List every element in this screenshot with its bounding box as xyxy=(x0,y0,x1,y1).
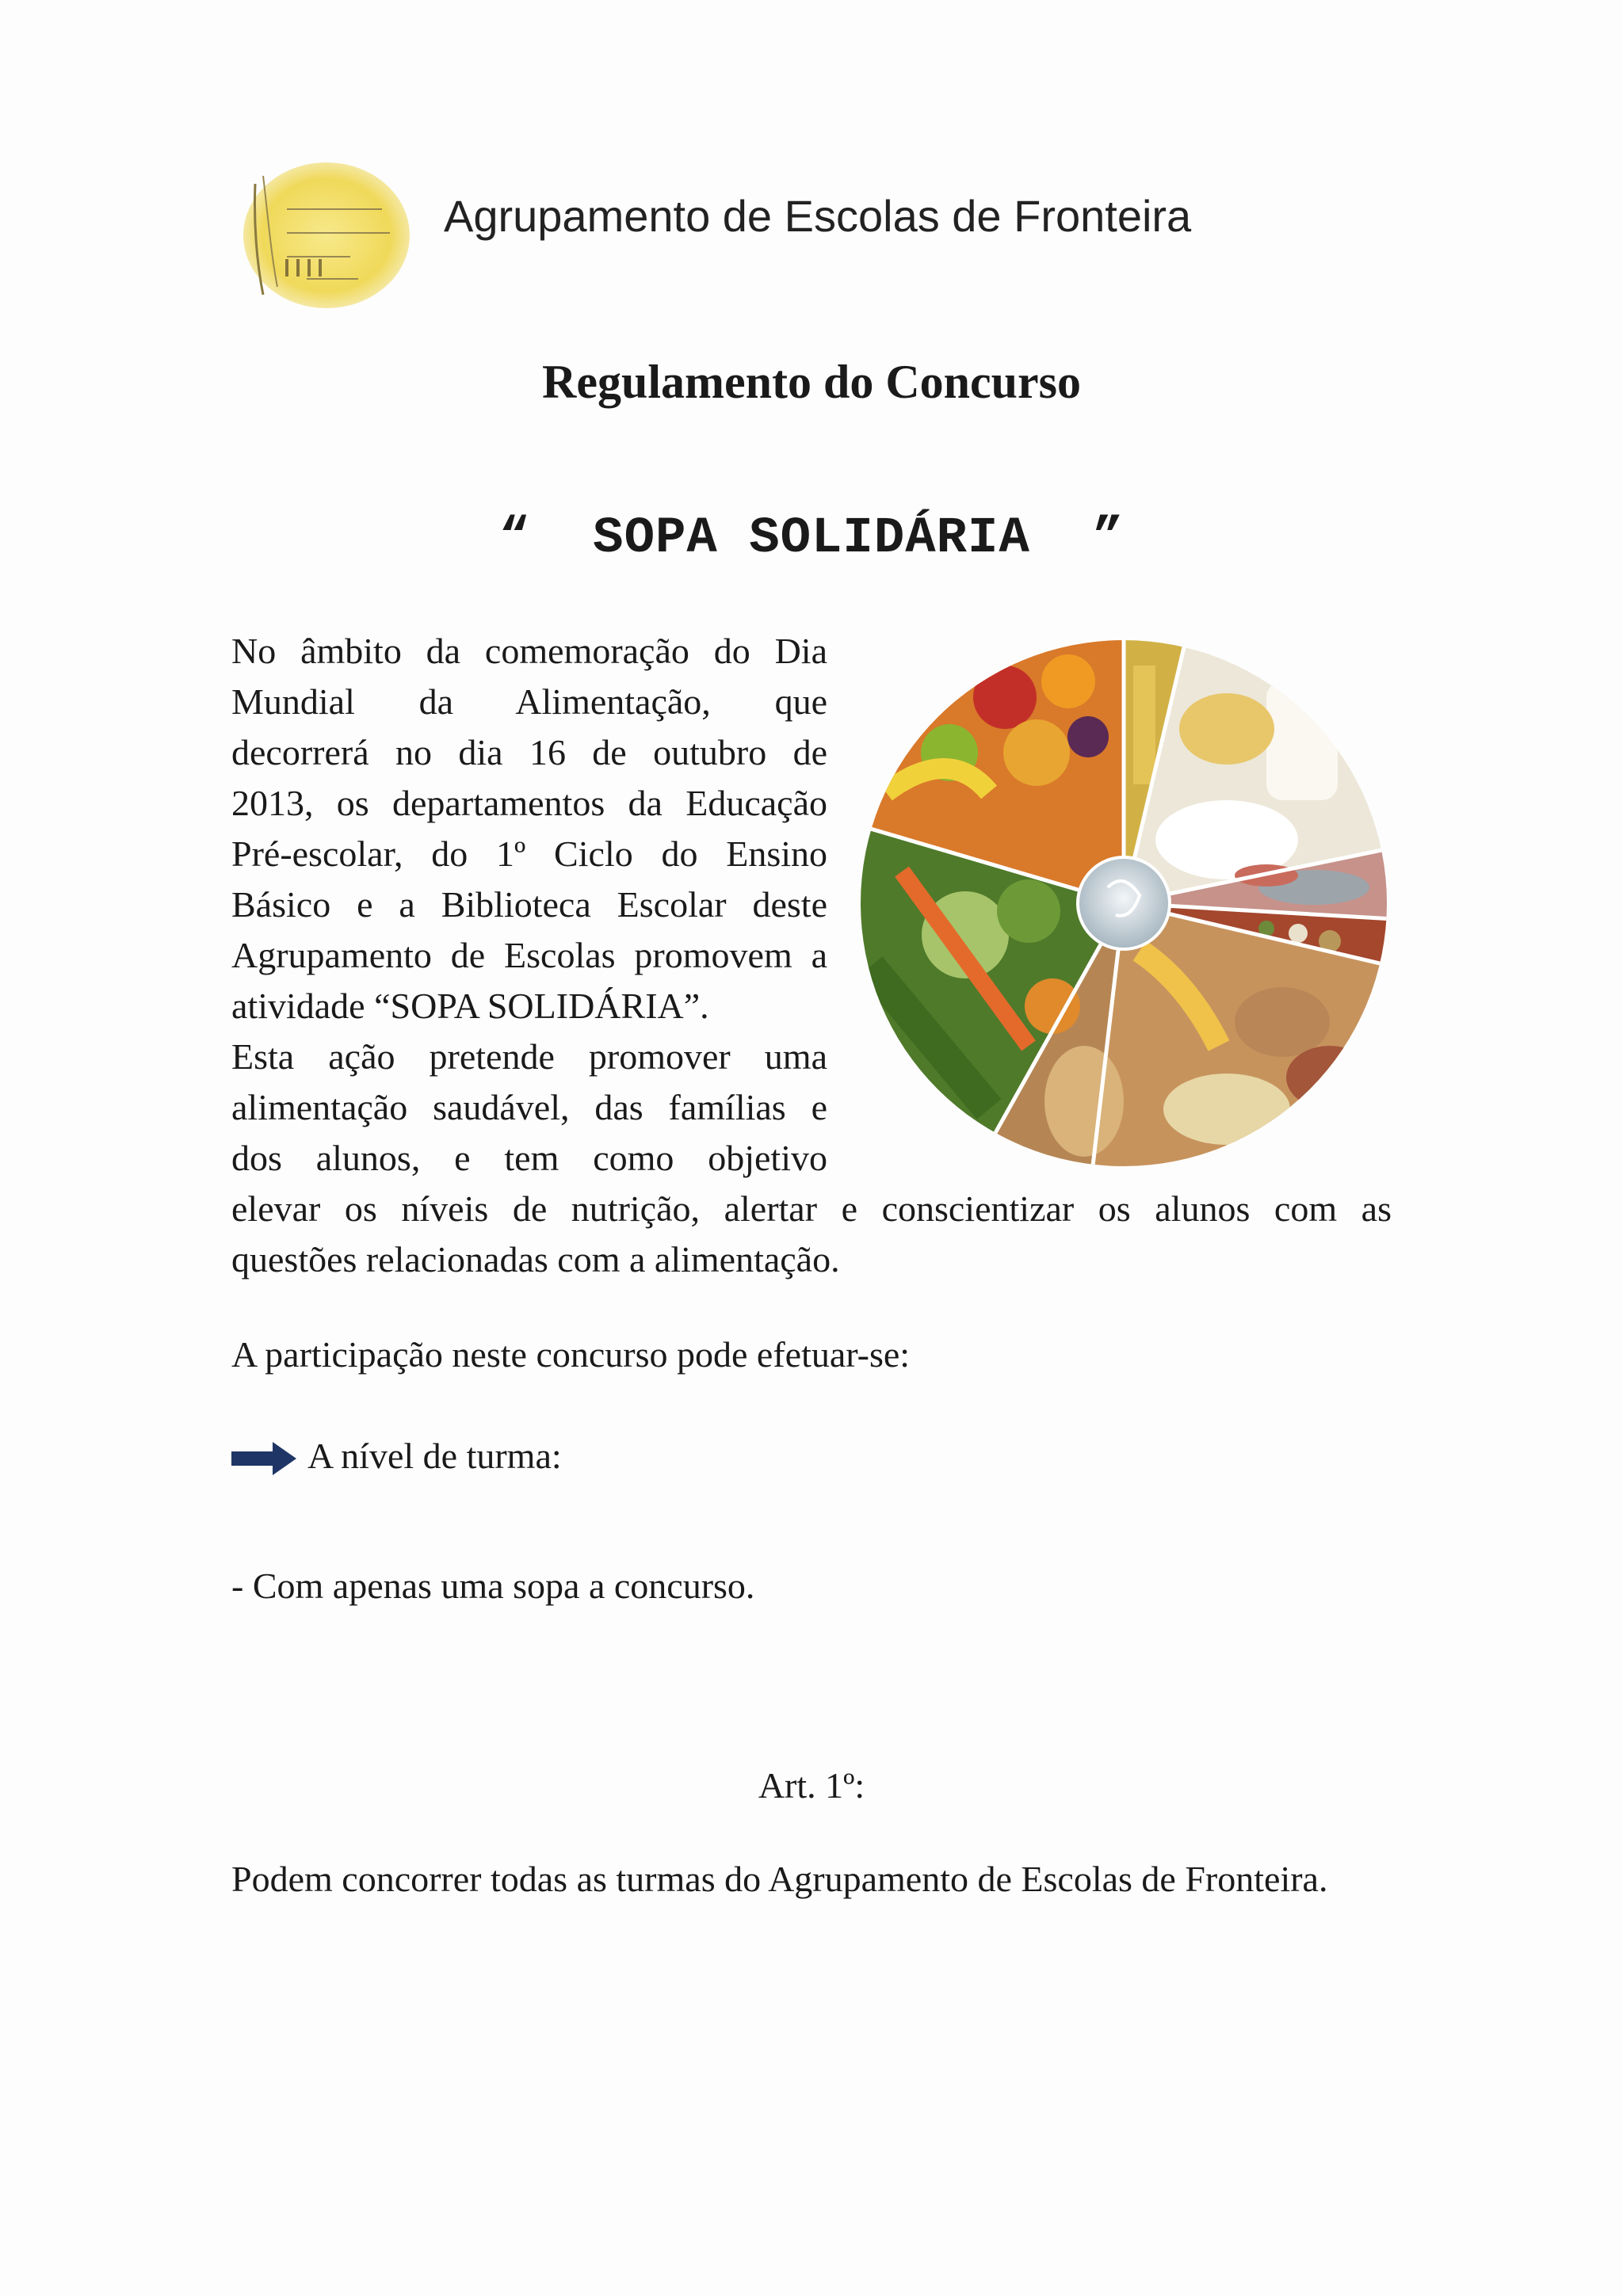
intro-line: atividade “SOPA SOLIDÁRIA”. xyxy=(231,986,709,1026)
article-1-heading: Art. 1º: xyxy=(758,1765,865,1806)
intro-line: No âmbito da comemoração do Dia xyxy=(231,631,827,671)
participation-rule: - Com apenas uma sopa a concurso. xyxy=(231,1566,755,1606)
intro-line: elevar os níveis de nutrição, alertar e conscientizar os alunos com as xyxy=(231,1188,1392,1229)
document-title: Regulamento do Concurso xyxy=(541,356,1081,408)
arrow-right-icon xyxy=(231,1442,296,1475)
intro-line: 2013, os departamentos da Educação xyxy=(231,783,827,823)
intro-line: questões relacionadas com a alimentação. xyxy=(231,1239,840,1280)
intro-line: Básico e a Biblioteca Escolar deste xyxy=(231,884,827,925)
intro-line: decorrerá no dia 16 de outubro de xyxy=(231,732,827,772)
participation-intro: A participação neste concurso pode efetuar-se: xyxy=(231,1334,911,1375)
participation-level: A nível de turma: xyxy=(307,1436,562,1476)
intro-line: Agrupamento de Escolas promovem a xyxy=(231,935,827,975)
intro-line: Esta ação pretende promover uma xyxy=(231,1036,827,1077)
school-logo-icon xyxy=(231,160,414,311)
intro-line: Mundial da Alimentação, que xyxy=(231,681,827,722)
school-name: Agrupamento de Escolas de Fronteira xyxy=(444,191,1192,241)
intro-line: alimentação saudável, das famílias e xyxy=(231,1087,827,1127)
food-wheel-icon xyxy=(854,634,1393,1173)
contest-name: “ SOPA SOLIDÁRIA ” xyxy=(498,510,1125,567)
intro-line: Pré-escolar, do 1º Ciclo do Ensino xyxy=(231,833,827,874)
intro-line: dos alunos, e tem como objetivo xyxy=(231,1138,827,1178)
article-1-text: Podem concorrer todas as turmas do Agrupamento de Escolas de Fronteira. xyxy=(231,1859,1328,1899)
